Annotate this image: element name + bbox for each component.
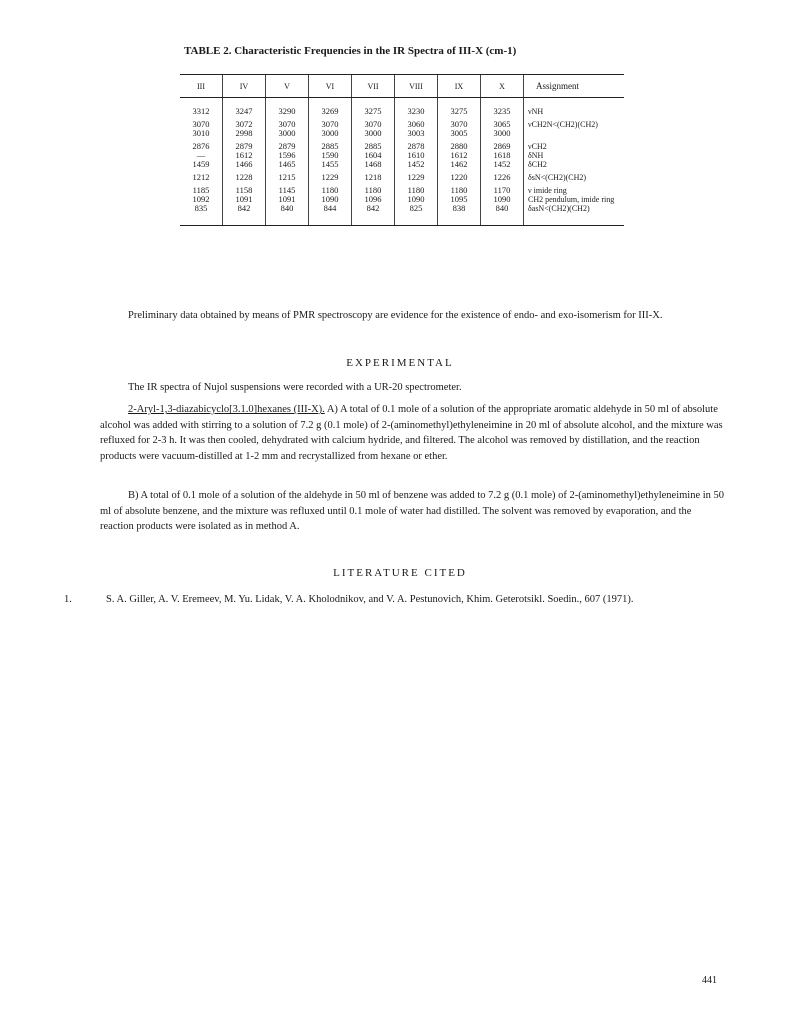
table-row	[180, 129, 624, 138]
table-cell: 3070	[192, 119, 210, 129]
table-cell: 1604	[352, 151, 395, 160]
header-VI: VI	[309, 75, 352, 98]
table-cell: 3070	[266, 120, 309, 129]
table-cell: 2876	[192, 141, 210, 151]
table-cell: 1452	[481, 160, 524, 169]
table-cell: 842	[352, 204, 395, 226]
table-header-row	[180, 75, 624, 98]
table-cell: 2885	[309, 142, 352, 151]
table-cell: 1228	[223, 173, 266, 182]
table-cell: 1180	[395, 186, 438, 195]
table-cell: 3000	[266, 129, 309, 138]
table-cell: 2878	[395, 142, 438, 151]
table-cell: 3005	[438, 129, 481, 138]
assignment-cell: νCH2N<(CH2)(CH2)	[524, 120, 625, 129]
literature-heading: LITERATURE CITED	[333, 567, 467, 579]
table-cell: 3000	[352, 129, 395, 138]
table-cell: 1220	[438, 173, 481, 182]
table-cell: 2880	[438, 142, 481, 151]
table-cell: 1229	[395, 173, 438, 182]
table-cell: 1145	[266, 186, 309, 195]
table-row	[180, 173, 624, 182]
table-cell: 3065	[481, 120, 524, 129]
table-cell: 3230	[395, 98, 438, 117]
table-cell: 2869	[481, 142, 524, 151]
table-cell: 1466	[223, 160, 266, 169]
table-cell: 1090	[395, 195, 438, 204]
experimental-heading: EXPERIMENTAL	[346, 357, 454, 369]
table-cell: 1612	[223, 151, 266, 160]
table-cell: 1462	[438, 160, 481, 169]
reference-number: 1.	[64, 594, 72, 605]
table-cell: 1090	[481, 195, 524, 204]
table-cell: 1596	[266, 151, 309, 160]
table-cell: 1590	[309, 151, 352, 160]
table-cell: 1618	[481, 151, 524, 160]
assignment-cell: ν imide ring	[524, 186, 625, 195]
table-cell: 3010	[192, 128, 210, 138]
header-III: III	[180, 75, 223, 98]
table-cell: 1455	[309, 160, 352, 169]
table-cell: 1612	[438, 151, 481, 160]
assignment-cell: δNH	[524, 151, 625, 160]
table-cell: 1091	[266, 195, 309, 204]
table-cell: —	[196, 150, 206, 160]
method-a-paragraph	[100, 402, 726, 464]
header-IV: IV	[223, 75, 266, 98]
header-V: V	[266, 75, 309, 98]
table-cell: 1180	[438, 186, 481, 195]
assignment-cell: δsN<(CH2)(CH2)	[524, 173, 625, 182]
reference-text: S. A. Giller, A. V. Eremeev, M. Yu. Lidak, V. A. Kholodnikov, and V. A. Pestunovich, Khim. Geterotsikl. Soedin., 607 (1971).	[106, 594, 634, 605]
assignment-cell: CH2 pendulum, imide ring	[524, 195, 625, 204]
header-VIII: VIII	[395, 75, 438, 98]
table-row	[180, 98, 624, 117]
table-cell: 1452	[395, 160, 438, 169]
header-IX: IX	[438, 75, 481, 98]
table-cell: 838	[438, 204, 481, 226]
table-cell: 3070	[438, 120, 481, 129]
table-cell: 3235	[481, 98, 524, 117]
header-assignment: Assignment	[524, 75, 625, 98]
table-cell: 3275	[352, 98, 395, 117]
page-number: 441	[702, 975, 717, 986]
table-cell: 840	[266, 204, 309, 226]
table-cell: 1212	[192, 172, 210, 182]
table-cell: 835	[180, 204, 223, 226]
table-cell: 3070	[309, 120, 352, 129]
header-X: X	[481, 75, 524, 98]
assignment-cell: δasN<(CH2)(CH2)	[524, 204, 625, 226]
table-cell: 1218	[352, 173, 395, 182]
table-cell: 3312	[192, 106, 210, 116]
table-cell: 1185	[192, 185, 210, 195]
table-cell: 844	[309, 204, 352, 226]
ir-spectra-paragraph: The IR spectra of Nujol suspensions were recorded with a UR-20 spectrometer.	[128, 382, 462, 393]
table-cell: 2998	[223, 129, 266, 138]
table-cell: 1180	[309, 186, 352, 195]
table-cell: 3072	[223, 120, 266, 129]
header-VII: VII	[352, 75, 395, 98]
table-cell: 2879	[266, 142, 309, 151]
table-cell: 3000	[481, 129, 524, 138]
method-b-paragraph: B) A total of 0.1 mole of a solution of the aldehyde in 50 ml of benzene was added to 7.2 g (0.1 mole) of 2-(aminomethyl)ethyleneimine in 50 ml of absolute benzene, and the mixture was refluxed until 0.1 mole of water had distilled. The solvent was removed by evaporation, and the reaction products were isolated as in method A.	[100, 490, 725, 532]
table-caption: TABLE 2. Characteristic Frequencies in the IR Spectra of III-X (cm-1)	[184, 45, 517, 57]
table-cell: 1468	[352, 160, 395, 169]
table-cell: 1170	[481, 186, 524, 195]
table-cell: 1096	[352, 195, 395, 204]
table-cell: 3003	[395, 129, 438, 138]
table-cell: 3269	[309, 98, 352, 117]
table-cell: 1229	[309, 173, 352, 182]
table-cell: 1226	[481, 173, 524, 182]
table-cell: 2879	[223, 142, 266, 151]
table-cell: 1158	[223, 186, 266, 195]
table-cell: 1610	[395, 151, 438, 160]
table-cell: 1180	[352, 186, 395, 195]
table-cell: 1091	[223, 195, 266, 204]
method-a-text: A) A total of 0.1 mole of a solution of the appropriate aromatic aldehyde in 50 ml of absolute alcohol was added with stirring to a solution of 7.2 g (0.1 mole) of 2-(aminomethyl)ethyleneimine in 20 ml of absolute alcohol, and the mixture was refluxed for 2-3 h. It was then cooled, dehydrated with calcium hydride, and filtered. The alcohol was removed by distillation, and the reaction products were vacuum-distilled at 1-2 mm and recrystallized from hexane or ether.	[100, 404, 723, 462]
table-cell: 825	[395, 204, 438, 226]
assignment-cell: δCH2	[524, 160, 625, 169]
assignment-cell: νCH2	[524, 142, 625, 151]
table-cell: 3290	[266, 98, 309, 117]
ir-frequency-table	[180, 74, 624, 226]
table-cell: 3000	[309, 129, 352, 138]
table-cell: 3247	[223, 98, 266, 117]
compound-title: 2-Aryl-1,3-diazabicyclo[3.1.0]hexanes (III-X).	[128, 404, 325, 415]
table-cell: 1090	[309, 195, 352, 204]
table-cell: 1459	[192, 159, 210, 169]
table-cell: 3275	[438, 98, 481, 117]
pmr-paragraph: Preliminary data obtained by means of PMR spectroscopy are evidence for the existence of endo- and exo-isomerism for III-X.	[128, 310, 663, 321]
assignment-cell: νNH	[524, 98, 625, 117]
table-cell: 2885	[352, 142, 395, 151]
table-cell: 3060	[395, 120, 438, 129]
table-body	[180, 98, 624, 226]
table-cell: 1095	[438, 195, 481, 204]
table-cell: 840	[481, 204, 524, 226]
table-cell: 3070	[352, 120, 395, 129]
table-cell: 1215	[266, 173, 309, 182]
table-row	[180, 204, 624, 226]
table-cell: 1092	[192, 194, 210, 204]
table-cell: 1465	[266, 160, 309, 169]
assignment-cell	[524, 129, 625, 138]
table-cell: 842	[223, 204, 266, 226]
table-row	[180, 160, 624, 169]
